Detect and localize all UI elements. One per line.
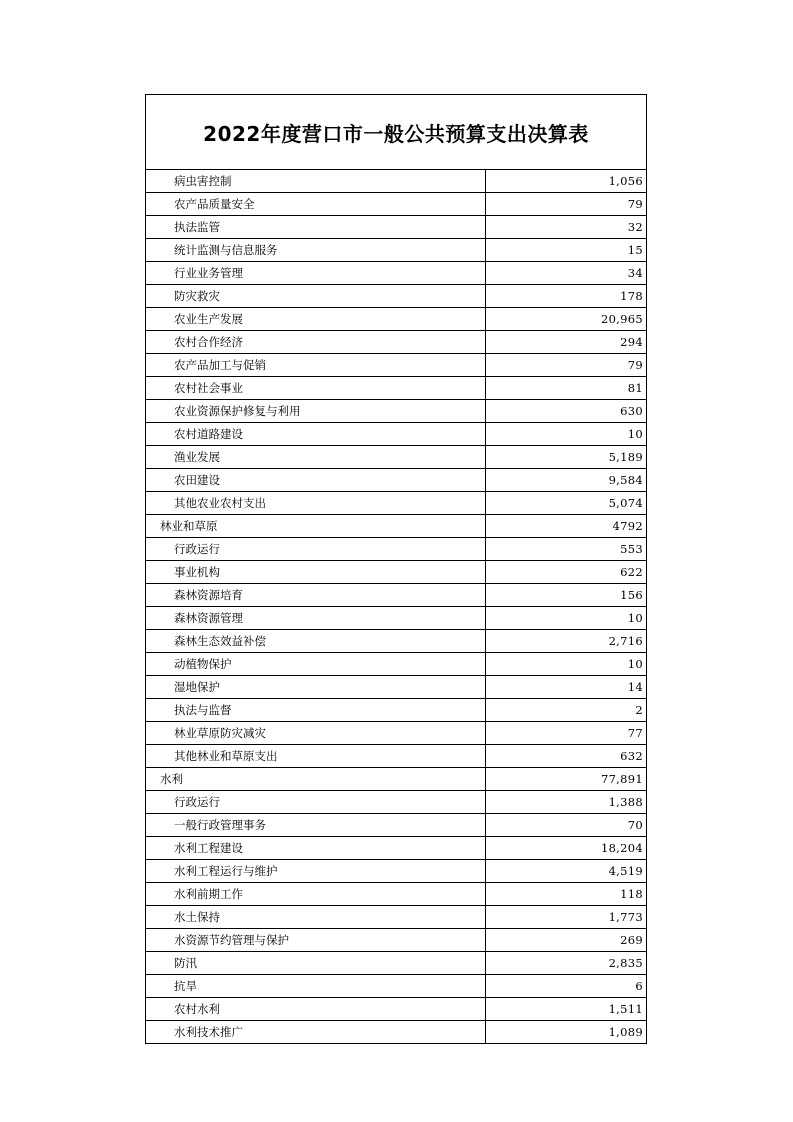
row-item-name: 一般行政管理事务 (146, 814, 485, 837)
row-amount: 2,716 (485, 630, 646, 653)
row-item-name: 事业机构 (146, 561, 485, 584)
table-row (146, 331, 646, 354)
table-row (146, 492, 646, 515)
row-item-name: 林业和草原 (146, 515, 485, 538)
table-row (146, 975, 646, 998)
row-item-name: 行政运行 (146, 538, 485, 561)
table-row (146, 699, 646, 722)
table-row (146, 584, 646, 607)
row-amount: 1,089 (608, 1025, 643, 1039)
row-item-name: 水利技术推广 (146, 1021, 485, 1044)
row-amount: 15 (485, 239, 646, 262)
table-row (146, 630, 646, 653)
table-row (146, 538, 646, 561)
row-item-name: 农产品质量安全 (146, 193, 485, 216)
row-item-name: 农村道路建设 (146, 423, 485, 446)
row-amount: 20,965 (485, 308, 646, 331)
row-item-name: 农业资源保护修复与利用 (146, 400, 485, 423)
row-item-name: 水资源节约管理与保护 (146, 929, 485, 952)
table-row (146, 653, 646, 676)
table-title: 2022年度营口市一般公共预算支出决算表 (146, 95, 646, 170)
row-amount: 77,891 (485, 768, 646, 791)
row-item-name: 农产品加工与促销 (146, 354, 485, 377)
table-row (146, 952, 646, 975)
row-item-name: 湿地保护 (146, 676, 485, 699)
table-row (146, 906, 646, 929)
row-item-name: 水利前期工作 (146, 883, 485, 906)
row-item-name: 林业草原防灾减灾 (146, 722, 485, 745)
table-row (146, 170, 646, 193)
table-row (146, 607, 646, 630)
table-row (146, 676, 646, 699)
budget-table (146, 170, 646, 1043)
row-amount: 1,511 (485, 998, 646, 1021)
row-amount: 5,189 (485, 446, 646, 469)
row-amount: 5,074 (485, 492, 646, 515)
row-amount: 178 (485, 285, 646, 308)
table-row (146, 561, 646, 584)
row-item-name: 农业生产发展 (146, 308, 485, 331)
budget-table-body (146, 170, 646, 1043)
row-amount: 10 (485, 653, 646, 676)
row-item-name: 森林资源管理 (146, 607, 485, 630)
row-item-name: 其他农业农村支出 (146, 492, 485, 515)
table-row (146, 722, 646, 745)
row-amount: 34 (485, 262, 646, 285)
row-amount: 79 (485, 193, 646, 216)
row-item-name: 水利工程运行与维护 (146, 860, 485, 883)
row-item-name: 统计监测与信息服务 (146, 239, 485, 262)
row-amount: 294 (485, 331, 646, 354)
table-row (146, 791, 646, 814)
table-row (146, 998, 646, 1021)
row-amount: 1,056 (485, 170, 646, 193)
row-item-name: 渔业发展 (146, 446, 485, 469)
table-row (146, 239, 646, 262)
row-item-name: 农村合作经济 (146, 331, 485, 354)
row-item-name: 农村社会事业 (146, 377, 485, 400)
row-amount: 622 (485, 561, 646, 584)
table-row (146, 860, 646, 883)
table-row (146, 469, 646, 492)
row-amount: 81 (485, 377, 646, 400)
table-row (146, 193, 646, 216)
row-amount: 18,204 (485, 837, 646, 860)
row-item-name: 水土保持 (146, 906, 485, 929)
table-row (146, 216, 646, 239)
row-amount: 79 (485, 354, 646, 377)
row-amount: 553 (485, 538, 646, 561)
table-row (146, 745, 646, 768)
row-amount: 9,584 (485, 469, 646, 492)
table-row (146, 929, 646, 952)
row-item-name: 行业业务管理 (146, 262, 485, 285)
table-row (146, 354, 646, 377)
row-amount: 632 (485, 745, 646, 768)
table-row (146, 308, 646, 331)
row-item-name: 防灾救灾 (146, 285, 485, 308)
row-item-name: 病虫害控制 (146, 170, 485, 193)
row-item-name: 防汛 (146, 952, 485, 975)
row-amount: 10 (485, 607, 646, 630)
table-row (146, 814, 646, 837)
row-item-name: 执法与监督 (146, 699, 485, 722)
row-item-name: 行政运行 (146, 791, 485, 814)
row-item-name: 水利工程建设 (146, 837, 485, 860)
row-amount: 4792 (485, 515, 646, 538)
row-item-name: 动植物保护 (146, 653, 485, 676)
table-row (146, 446, 646, 469)
row-amount: 4,519 (485, 860, 646, 883)
row-amount: 70 (485, 814, 646, 837)
row-amount: 77 (485, 722, 646, 745)
table-row (146, 883, 646, 906)
row-amount: 6 (485, 975, 646, 998)
row-amount: 2 (485, 699, 646, 722)
table-row (146, 768, 646, 791)
row-amount: 1,773 (485, 906, 646, 929)
row-item-name: 其他林业和草原支出 (146, 745, 485, 768)
row-item-name: 农村水利 (146, 998, 485, 1021)
table-row (146, 400, 646, 423)
row-amount: 10 (485, 423, 646, 446)
row-item-name: 抗旱 (146, 975, 485, 998)
row-amount: 156 (485, 584, 646, 607)
row-amount: 630 (485, 400, 646, 423)
table-row (146, 515, 646, 538)
row-item-name: 森林生态效益补偿 (146, 630, 485, 653)
row-amount: 269 (485, 929, 646, 952)
row-item-name: 执法监管 (146, 216, 485, 239)
row-item-name: 水利 (146, 768, 485, 791)
row-item-name: 森林资源培育 (146, 584, 485, 607)
row-amount: 32 (485, 216, 646, 239)
table-row (146, 377, 646, 400)
row-amount: 2,835 (485, 952, 646, 975)
row-amount: 118 (485, 883, 646, 906)
table-row (146, 837, 646, 860)
row-item-name: 农田建设 (146, 469, 485, 492)
table-row (146, 423, 646, 446)
row-amount: 1,388 (485, 791, 646, 814)
table-row (146, 285, 646, 308)
budget-table-sheet (145, 94, 647, 1044)
row-amount: 14 (485, 676, 646, 699)
table-row (146, 1021, 646, 1044)
table-row (146, 262, 646, 285)
